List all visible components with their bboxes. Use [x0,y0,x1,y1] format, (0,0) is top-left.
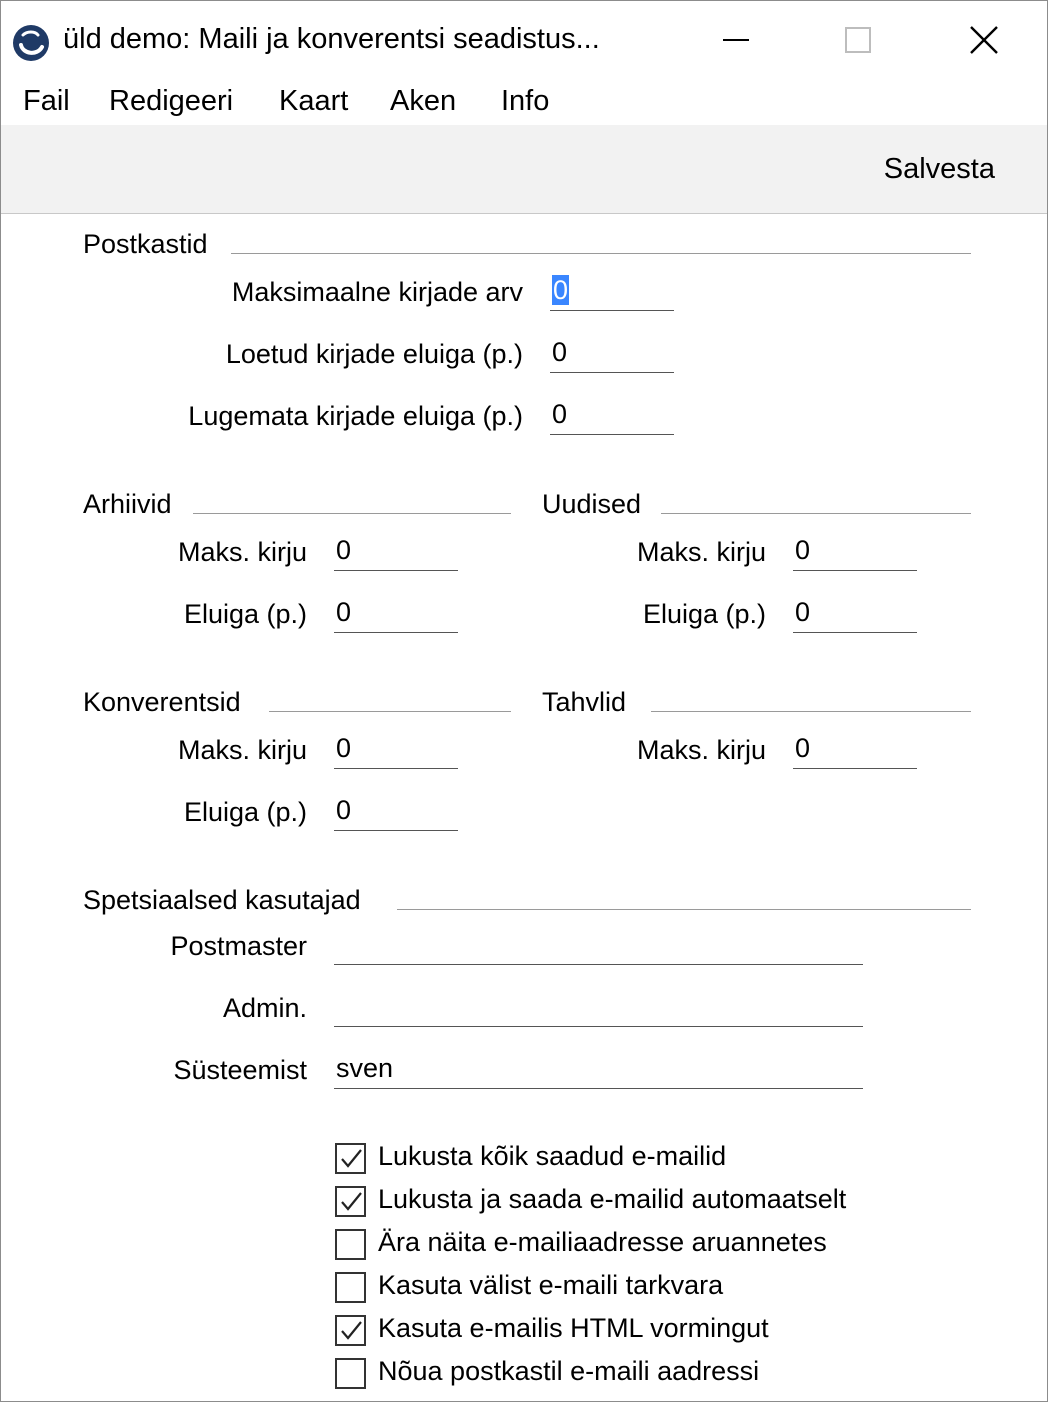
menu-kaart[interactable]: Kaart [279,85,349,117]
section-heading-postkastid: Postkastid [83,229,208,259]
option-label[interactable]: Kasuta e-mailis HTML vormingut [378,1313,769,1343]
arhiivid-max-label: Maks. kirju [177,537,307,567]
max-letters-field[interactable] [550,271,674,311]
max-letters-label: Maksimaalne kirjade arv [231,277,523,307]
menu-fail[interactable]: Fail [23,85,70,117]
menu-bar [1,79,1047,125]
app-logo-icon [11,23,51,63]
checkbox[interactable] [335,1272,366,1303]
close-icon [968,24,1000,56]
section-heading-special-users: Spetsiaalsed kasutajad [83,885,361,915]
menu-redigeeri[interactable]: Redigeeri [109,85,234,117]
checkmark-icon [339,1319,363,1343]
window-title: üld demo: Maili ja konverentsi seadistus... [63,23,600,55]
menu-aken[interactable]: Aken [390,85,457,117]
konverentsid-max-label: Maks. kirju [177,735,307,765]
read-life-field[interactable]: 0 [550,333,674,373]
checkbox[interactable] [335,1358,366,1389]
read-life-label: Loetud kirjade eluiga (p.) [225,339,523,369]
option-label[interactable]: Lukusta kõik saadud e-mailid [378,1141,727,1171]
arhiivid-life-field[interactable]: 0 [334,593,458,633]
option-label[interactable]: Ära näita e-mailiaadresse aruannetes [378,1227,827,1257]
section-heading-konverentsid: Konverentsid [83,687,241,717]
section-divider [661,513,971,514]
section-heading-arhiivid: Arhiivid [83,489,172,519]
tahvlid-max-label: Maks. kirju [636,735,766,765]
minimize-icon [721,25,751,55]
section-heading-uudised: Uudised [542,489,642,519]
uudised-max-label: Maks. kirju [636,537,766,567]
arhiivid-max-field[interactable]: 0 [334,531,458,571]
postmaster-label: Postmaster [170,931,307,961]
option-label[interactable]: Nõua postkastil e-maili aadressi [378,1356,760,1386]
konverentsid-life-field[interactable]: 0 [334,791,458,831]
section-divider [231,253,971,254]
maximize-icon [843,25,873,55]
postmaster-field[interactable] [334,925,863,965]
menu-info[interactable]: Info [501,85,550,117]
system-user-label: Süsteemist [173,1055,307,1085]
section-divider [193,513,511,514]
toolbar [1,125,1047,214]
arhiivid-life-label: Eluiga (p.) [183,599,307,629]
save-button[interactable]: Salvesta [883,153,995,185]
section-heading-tahvlid: Tahvlid [542,687,627,717]
title-bar[interactable] [1,1,1047,79]
option-label[interactable]: Lukusta ja saada e-mailid automaatselt [378,1184,847,1214]
konverentsid-max-field[interactable]: 0 [334,729,458,769]
uudised-life-field[interactable]: 0 [793,593,917,633]
checkbox[interactable] [335,1186,366,1217]
minimize-button[interactable] [691,9,781,71]
max-letters-value: 0 [553,275,569,305]
system-user-field[interactable]: sven [334,1049,863,1089]
uudised-max-field[interactable]: 0 [793,531,917,571]
maximize-button[interactable] [813,9,903,71]
tahvlid-max-field[interactable]: 0 [793,729,917,769]
checkbox[interactable] [335,1315,366,1346]
checkbox[interactable] [335,1143,366,1174]
option-label[interactable]: Kasuta välist e-maili tarkvara [378,1270,724,1300]
unread-life-label: Lugemata kirjade eluiga (p.) [188,401,523,431]
section-divider [397,909,971,910]
checkmark-icon [339,1147,363,1171]
admin-label: Admin. [222,993,307,1023]
admin-field[interactable] [334,987,863,1027]
konverentsid-life-label: Eluiga (p.) [183,797,307,827]
uudised-life-label: Eluiga (p.) [642,599,766,629]
unread-life-field[interactable]: 0 [550,395,674,435]
close-button[interactable] [939,9,1029,71]
checkbox[interactable] [335,1229,366,1260]
section-divider [651,711,971,712]
section-divider [269,711,511,712]
checkmark-icon [339,1190,363,1214]
